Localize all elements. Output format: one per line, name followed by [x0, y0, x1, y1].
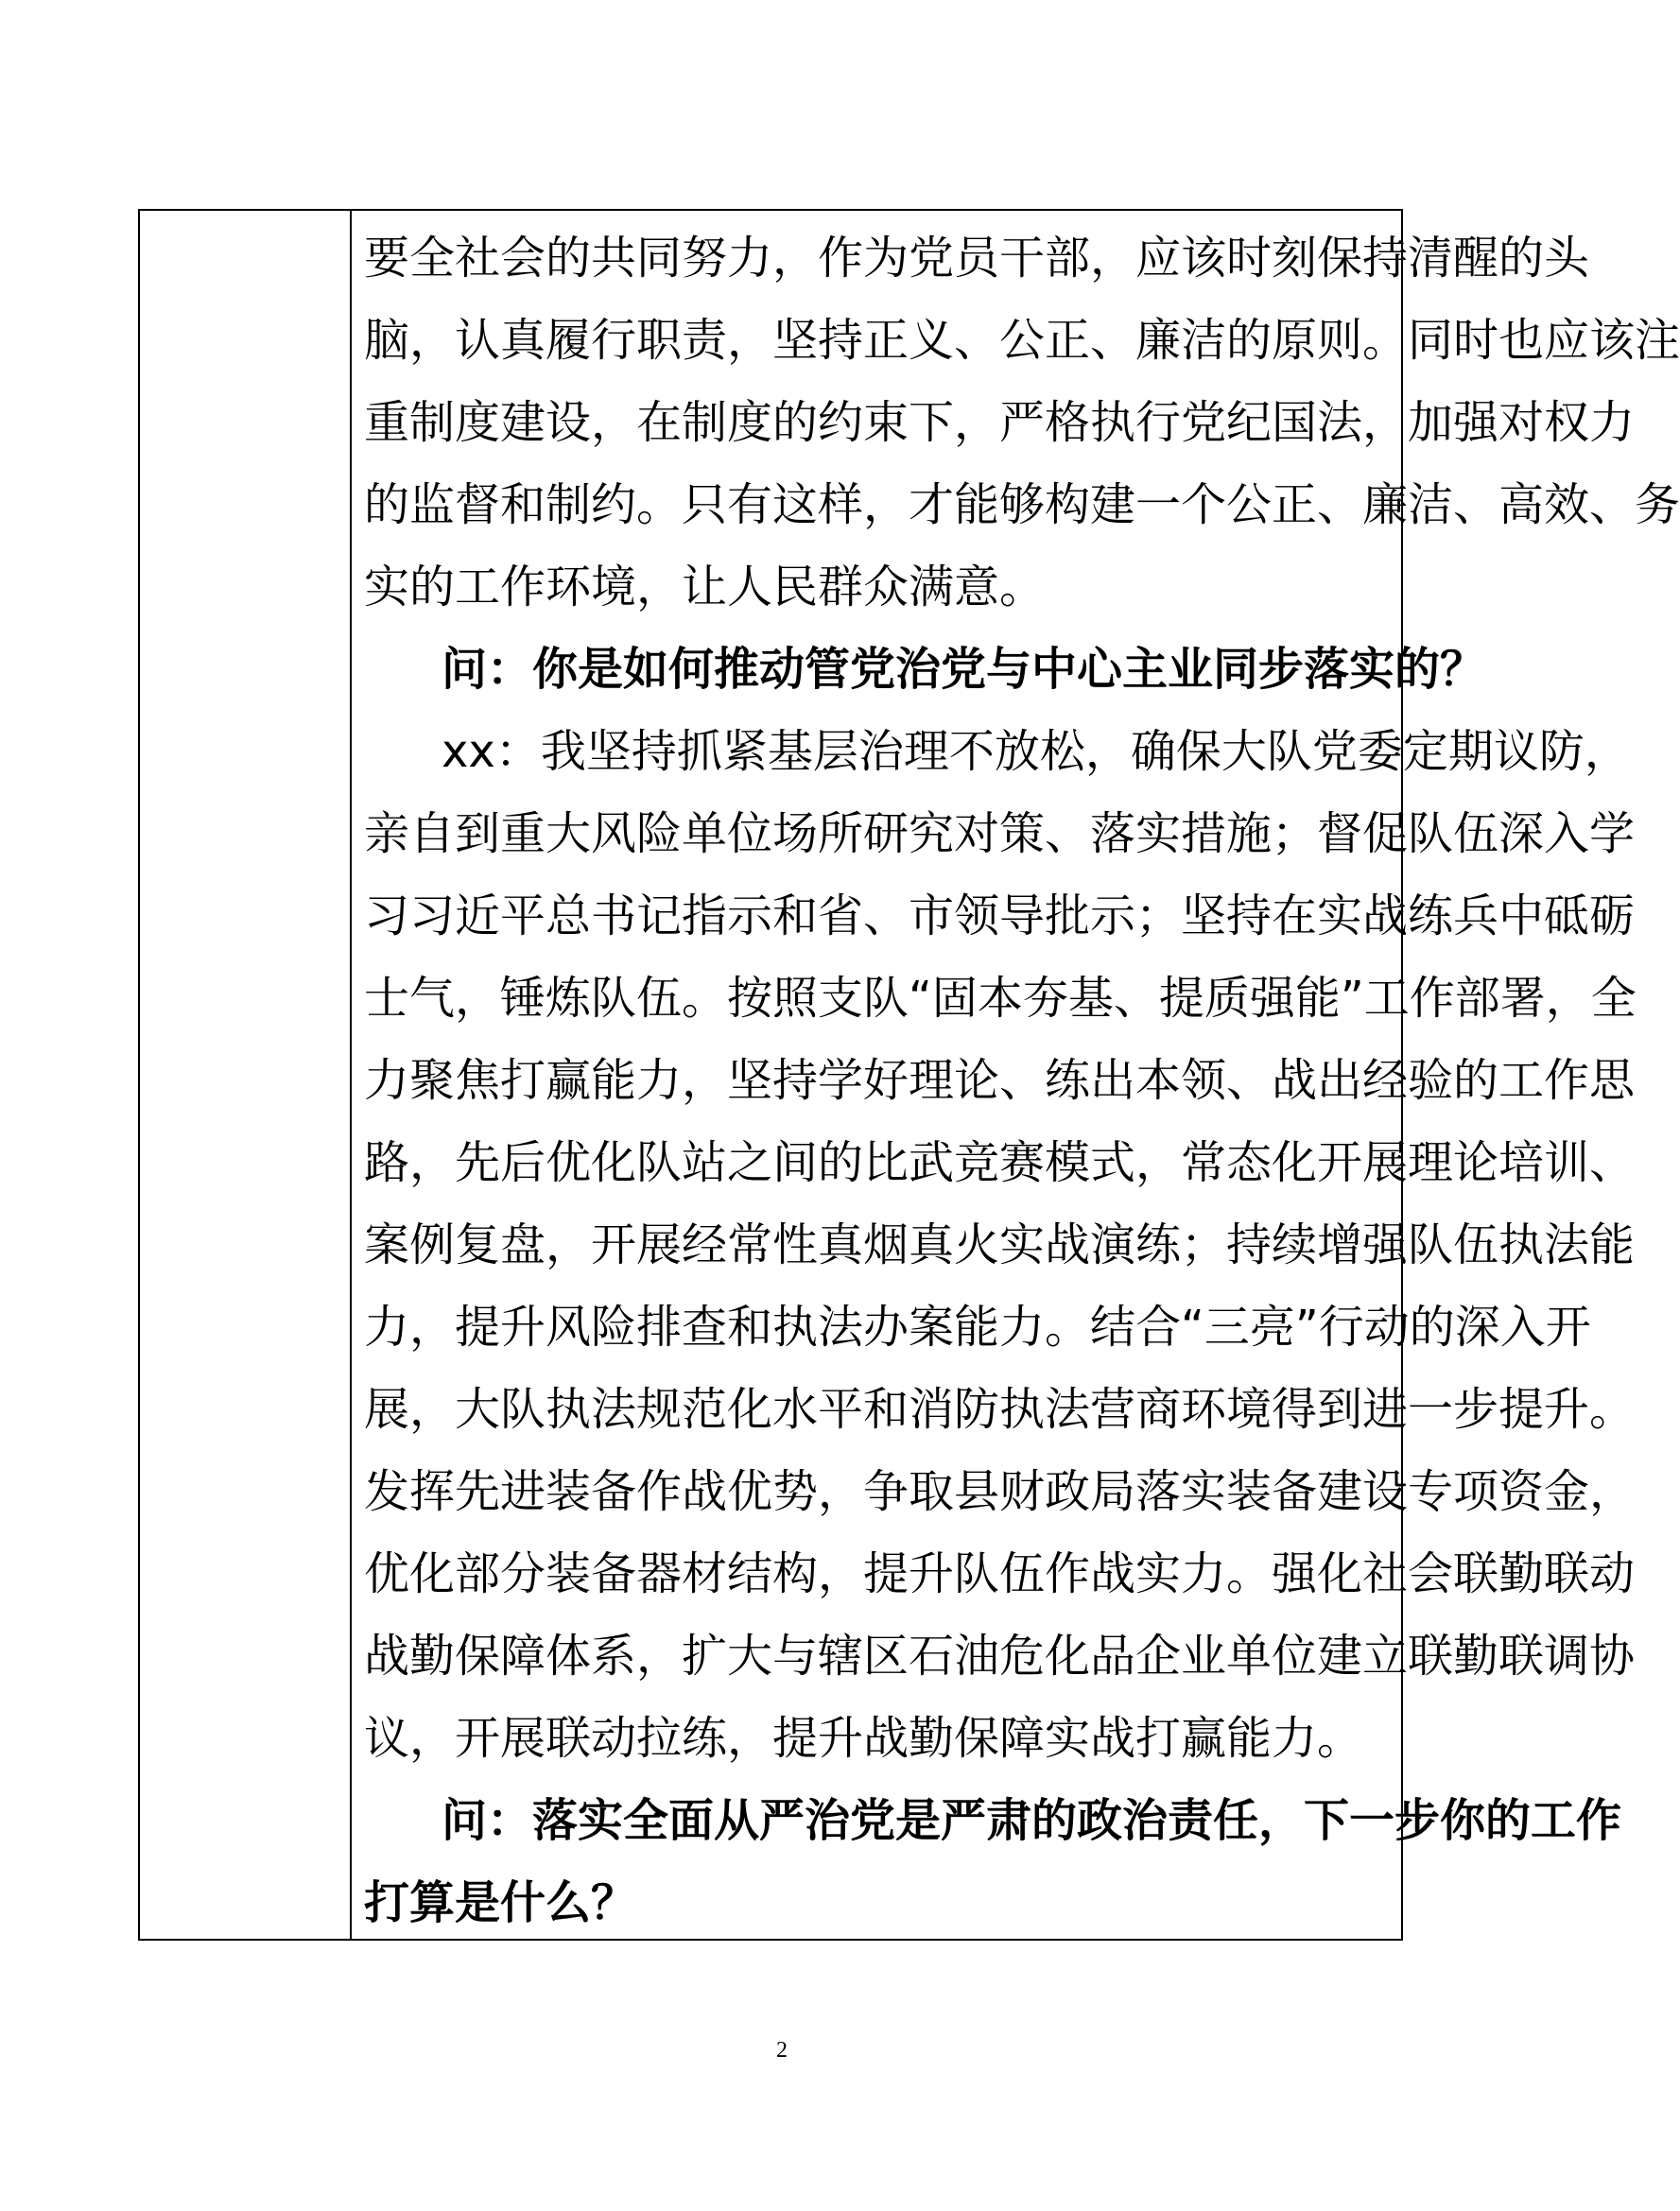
answer-line: 士气，锤炼队伍。按照支队“固本夯基、提质强能”工作部署，全 — [364, 972, 1637, 1025]
answer-line: 力聚焦打赢能力，坚持学好理论、练出本领、战出经验的工作思 — [364, 1054, 1636, 1107]
answer-line: 案例复盘，开展经常性真烟真火实战演练；持续增强队伍执法能 — [364, 1218, 1636, 1271]
question-line: 打算是什么？ — [364, 1876, 637, 1929]
body-text-line: 重制度建设，在制度的约束下，严格执行党纪国法，加强对权力 — [364, 396, 1636, 449]
answer-line: 发挥先进装备作战优势，争取县财政局落实装备建设专项资金， — [364, 1465, 1636, 1518]
table-cell-content — [364, 217, 1680, 1944]
body-text-line: 实的工作环境，让人民群众满意。 — [364, 561, 1046, 613]
answer-line: 战勤保障体系，扩大与辖区石油危化品企业单位建立联勤联调协 — [364, 1630, 1636, 1683]
question-line: 问：落实全面从严治党是严肃的政治责任，下一步你的工作 — [442, 1794, 1622, 1847]
answer-line: 展，大队执法规范化水平和消防执法营商环境得到进一步提升。 — [364, 1383, 1636, 1436]
column-divider — [350, 211, 352, 1939]
content-table — [138, 209, 1680, 1941]
body-text-line: 的监督和制约。只有这样，才能够构建一个公正、廉洁、高效、务 — [364, 478, 1680, 531]
question-line: 问：你是如何推动管党治党与中心主业同步落实的？ — [442, 643, 1486, 696]
answer-line: 路，先后优化队站之间的比武竞赛模式，常态化开展理论培训、 — [364, 1136, 1636, 1189]
answer-line: 力，提升风险排查和执法办案能力。结合“三亮”行动的深入开 — [364, 1301, 1591, 1354]
answer-line: xx：我坚持抓紧基层治理不放松，确保大队党委定期议防， — [442, 725, 1630, 778]
answer-line: 优化部分装备器材结构，提升队伍作战实力。强化社会联勤联动 — [364, 1547, 1636, 1600]
page-number: 2 — [776, 2038, 788, 2063]
body-text-line: 脑，认真履行职责，坚持正义、公正、廉洁的原则。同时也应该注 — [364, 314, 1680, 367]
body-text-line: 要全社会的共同努力，作为党员干部，应该时刻保持清醒的头 — [364, 232, 1590, 285]
answer-line: 亲自到重大风险单位场所研究对策、落实措施；督促队伍深入学 — [364, 807, 1636, 860]
answer-line: 习习近平总书记指示和省、市领导批示；坚持在实战练兵中砥砺 — [364, 890, 1636, 942]
answer-line: 议，开展联动拉练，提升战勤保障实战打赢能力。 — [364, 1712, 1363, 1765]
